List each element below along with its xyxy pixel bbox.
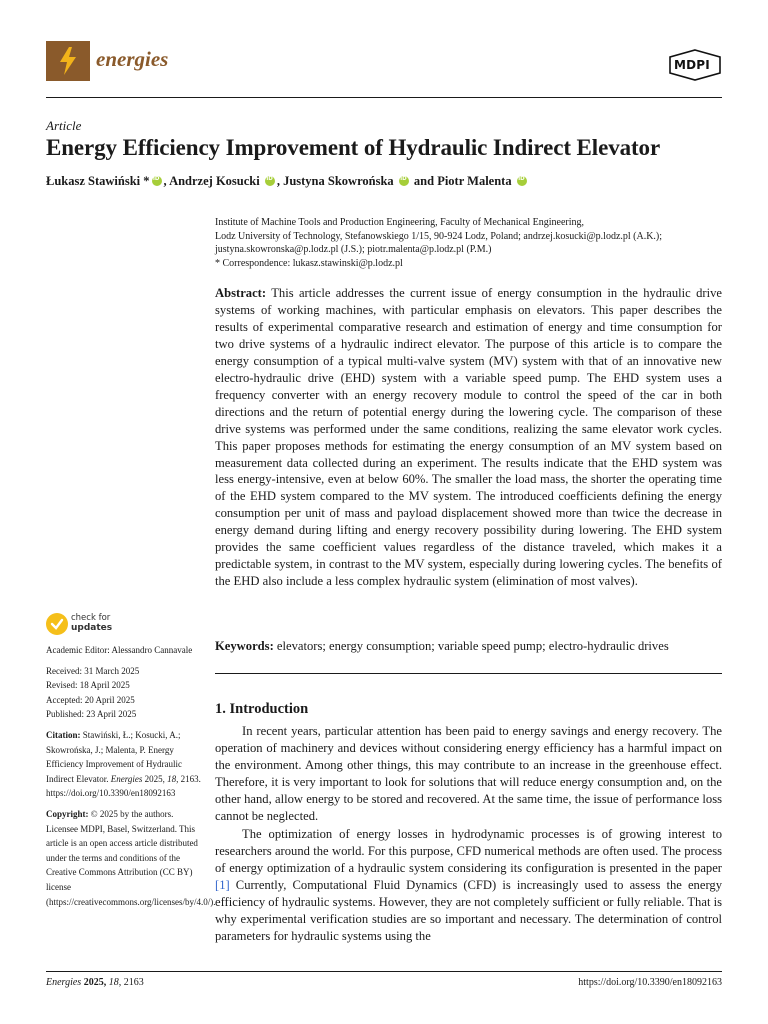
updates-line: updates [71,623,113,633]
author-list [46,174,529,189]
author-separator: , [276,174,284,188]
published-date: Published: 23 April 2025 [46,709,137,720]
correspondence-line: * Correspondence: lukasz.stawinski@p.lodz.pl [215,257,403,269]
citation-year: 2025, [144,773,165,784]
footer-volume: 18, [108,977,122,988]
orcid-icon[interactable] [265,176,275,186]
author-separator: and [410,174,438,188]
keywords-divider [215,673,722,674]
paragraph-text: Currently, Computational Fluid Dynamics (CFD) is increasingly used to assess the energy efficiency of hydraulic systems. However, they are not completely sufficient or fully reliable. That is why experimental verification studies are so important and necessary. The determination of control parameters for hydraulic systems using the [215,877,722,944]
citation-label: Citation: [46,729,81,740]
affiliation-line: justyna.skowronska@p.lodz.pl (J.S.); piotr.malenta@p.lodz.pl (P.M.) [215,244,492,256]
footer-article-number: 2163 [123,977,144,988]
paragraph-text: The optimization of energy losses in hydrodynamic processes is of growing interest to researchers around the world. For this purpose, CFD numerical methods are often used. The process of energy optimization of a hydraulic system considering its configuration is presented in the paper [215,826,722,875]
author-name[interactable]: Piotr Malenta [437,174,512,188]
citation [46,728,206,801]
footer-year: 2025, [83,977,107,988]
keywords-text: elevators; energy consumption; variable speed pump; electro-hydraulic drives [276,639,669,653]
footer-divider [46,971,722,972]
keywords [215,639,725,654]
affiliation-line: Institute of Machine Tools and Production Engineering, Faculty of Mechanical Engineering, [215,217,585,228]
orcid-icon[interactable] [152,176,162,186]
author-name[interactable]: Andrzej Kosucki [169,174,260,188]
abstract-label: Abstract: [215,286,267,300]
reference-link[interactable]: [1] [215,877,230,892]
paragraph [215,826,722,946]
article-type: Article [46,118,82,133]
section-heading: 1. Introduction [215,701,309,717]
journal-header [46,41,722,97]
footer-journal: Energies [46,977,82,988]
author-name[interactable]: Łukasz Stawiński * [46,174,150,188]
citation-volume: 18, [167,773,179,784]
mdpi-logo-icon[interactable] [668,49,722,81]
dates [46,664,206,722]
abstract [215,285,722,590]
article-title: Energy Efficiency Improvement of Hydraulic Indirect Elevator [46,135,661,160]
academic-editor: Academic Editor: Alessandro Cannavale [46,645,193,655]
affiliation-line: Lodz University of Technology, Stefanowskiego 1/15, 90-924 Lodz, Poland; andrzej.kosucki@p.lodz.pl (A.K.); [215,230,663,242]
author-separator: , [163,174,170,188]
orcid-icon[interactable] [399,176,409,186]
footer-doi-link[interactable]: https://doi.org/10.3390/en18092163 [578,977,722,988]
author-name[interactable]: Justyna Skowrońska [283,174,394,188]
article-info-sidebar [46,613,216,915]
energies-logo-icon[interactable] [46,41,90,81]
copyright-label: Copyright: [46,808,89,819]
check-icon [46,613,68,635]
revised-date: Revised: 18 April 2025 [46,680,130,691]
abstract-text: This article addresses the current issue of energy consumption in the hydraulic drive systems of working machines, with particular emphasis on elevators. This paper describes the results of experimental comparative research and estimation of energy and time consumption for two drive systems of a hydraulic indirect elevator. The purpose of this article is to compare the energy consumption of a typical multi-valve system (MV) system with that of an innovative new electro-hydraulic drive (EHD) system with a variable speed pump. The EHD system uses a frequency converter with an energy recovery module to control the speed of the car in both directions and the return of potential energy during the lowering cycle. The comparison of these drive systems was performed under the same conditions, realizing the same elevator work cycles. This paper proposes methods for estimating the energy consumption of an MV system based on measurement data collected during an experiment. The results indicate that the EHD system was less energy-intensive, even at below 60%. The smaller the load mass, the shorter the operating time of the EHD system compared to the MV system. The introduced coefficients defining the energy consumption per unit of mass and payload displacement showed more than twice the decrease in energy demand during lifting and energy recovery possibility during lowering. The EHD system provides the same coefficient values regardless of the distance traveled, which makes it a predictable system, in contrast to the MV system, especially during lowering cycles. The benefits of the EHD also include a less complex hydraulic system (elimination of most valves). [215,286,723,589]
header-divider [46,97,722,98]
paragraph: In recent years, particular attention has been paid to energy savings and energy recovery. The operation of machinery and devices without considering energy efficiency has a harmful impact on the environment. Among other things, this may contribute to an increase in the greenhouse effect. Therefore, it is very important to look for solutions that will reduce energy consumption and, on the other hand, allow energy to be stored and recovered. At the same time, the issue of performance loss cannot be neglected. [215,724,722,824]
citation-doi[interactable]: 2163. https://doi.org/10.3390/en18092163 [46,773,201,799]
check-for-updates-label [71,613,112,633]
affiliation-block [215,216,725,270]
copyright [46,807,216,909]
keywords-label: Keywords: [215,639,274,653]
check-for-updates-button[interactable] [46,613,206,641]
orcid-icon[interactable] [517,176,527,186]
introduction-body [215,723,722,945]
received-date: Received: 31 March 2025 [46,665,140,676]
check-line: check for [71,613,111,623]
journal-name[interactable]: energies [96,47,169,71]
publisher-name: MDPI [674,58,710,72]
copyright-text: © 2025 by the authors. Licensee MDPI, Basel, Switzerland. This article is an open access article distributed under the terms and conditions of the Creative Commons Attribution (CC BY) license (https://creativecommons.org/licenses/by/4.0/). [46,808,216,907]
citation-journal: Energies [110,773,143,784]
accepted-date: Accepted: 20 April 2025 [46,694,135,705]
citation-text: Stawiński, Ł.; Kosucki, A.; Skowrońska, J.; Malenta, P. Energy Efficiency Improvement of Hydraulic Indirect Elevator. [46,729,183,784]
footer-citation [46,977,144,988]
